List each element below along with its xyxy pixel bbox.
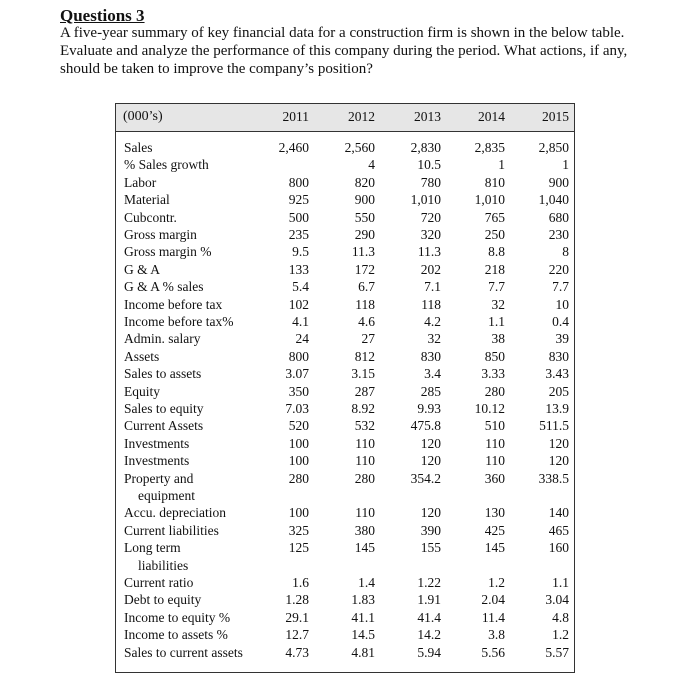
table-cell: 120: [420, 453, 441, 469]
table-cell: 5.4: [292, 279, 309, 295]
table-cell: 800: [288, 174, 309, 190]
question-text: [60, 24, 660, 78]
table-cell: 1.1: [552, 575, 569, 590]
question-line: should be taken to improve the company’s position?: [60, 61, 373, 77]
row-label: [124, 383, 264, 400]
table-cell: 160: [548, 540, 569, 556]
table-cell: 3.04: [545, 592, 569, 608]
question-heading: Questions 3: [60, 6, 145, 25]
row-label: [124, 139, 264, 156]
row-label-line: Income to assets %: [124, 627, 228, 643]
question-line: Evaluate and analyze the performance of this company during the period. What actions, if any,: [60, 43, 628, 59]
table-cell: 27: [361, 331, 375, 347]
table-cell: 285: [420, 383, 441, 399]
table-cell: 145: [354, 540, 375, 556]
table-cell: 1.6: [292, 575, 309, 590]
table-cell: 100: [288, 453, 309, 469]
table-cell: 765: [484, 209, 505, 225]
table-cell: 3.07: [285, 366, 309, 382]
table-cell: 280: [288, 470, 309, 486]
row-label-line: Income before tax: [124, 296, 223, 312]
table-cell: 8: [562, 244, 569, 260]
table-cell: 7.1: [424, 279, 441, 295]
year-header-2012: 2012: [348, 109, 375, 124]
row-label: [124, 226, 264, 243]
table-cell: 1.83: [351, 592, 375, 608]
table-cell: 380: [354, 522, 375, 538]
table-cell: 4.2: [424, 314, 441, 329]
year-header-2013: 2013: [414, 109, 441, 124]
table-cell: 100: [288, 435, 309, 451]
table-cell: 280: [484, 383, 505, 399]
row-label: [124, 209, 264, 226]
table-cell: 100: [288, 505, 309, 521]
row-label-line: Gross margin: [124, 227, 197, 242]
row-label: [124, 400, 264, 417]
table-cell: 39: [555, 331, 569, 347]
table-cell: 130: [484, 505, 505, 521]
table-cell: 202: [420, 261, 441, 277]
table-cell: 2,830: [410, 140, 441, 155]
row-label: [124, 452, 264, 469]
table-cell: 320: [420, 227, 441, 242]
row-label: [124, 539, 264, 574]
table-cell: 900: [548, 174, 569, 190]
row-label: [124, 191, 264, 208]
table-cell: 4.73: [285, 644, 309, 660]
row-label: [124, 330, 264, 347]
table-cell: 3.4: [424, 366, 441, 382]
row-label-line: Income to equity %: [124, 609, 231, 625]
table-cell: 118: [355, 296, 375, 312]
row-label-line: Sales to equity: [124, 401, 204, 416]
table-cell: 11.3: [417, 244, 441, 260]
table-cell: 1.1: [488, 314, 505, 329]
unit-label: (000’s): [123, 109, 163, 124]
table-cell: 280: [354, 470, 375, 486]
table-cell: 925: [288, 192, 309, 208]
table-cell: 1.2: [552, 627, 569, 643]
table-cell: 29.1: [285, 609, 309, 625]
row-label-line: Investments: [124, 435, 190, 451]
table-cell: 120: [548, 435, 569, 451]
row-label: [124, 626, 264, 643]
table-cell: 5.56: [481, 644, 505, 660]
table-cell: 6.7: [358, 279, 375, 295]
table-cell: 3.43: [545, 366, 569, 382]
row-label: [124, 278, 264, 295]
row-label-line: Sales: [124, 140, 153, 155]
row-label: [124, 574, 264, 591]
table-cell: 532: [354, 418, 375, 434]
table-cell: 235: [288, 227, 309, 242]
table-cell: 4.1: [292, 314, 309, 329]
table-cell: 1,040: [538, 192, 569, 208]
table-cell: 110: [485, 453, 505, 469]
table-cell: 2,850: [538, 140, 569, 155]
row-label-line: Labor: [124, 174, 157, 190]
table-cell: 550: [354, 209, 375, 225]
table-cell: 1: [562, 157, 569, 173]
row-label-line: liabilities: [138, 557, 189, 573]
table-cell: 3.33: [481, 366, 505, 382]
table-cell: 1.2: [488, 575, 505, 590]
table-cell: 7.7: [488, 279, 505, 295]
table-cell: 290: [354, 227, 375, 242]
row-label-line: equipment: [138, 488, 195, 503]
table-cell: 500: [288, 209, 309, 225]
row-label: [124, 470, 264, 505]
table-cell: 10.5: [417, 157, 441, 173]
table-cell: 830: [548, 348, 569, 364]
table-header-row: [116, 104, 574, 132]
table-cell: 10.12: [474, 401, 505, 416]
row-label-line: Cubcontr.: [124, 209, 177, 225]
year-header-2015: 2015: [542, 109, 569, 124]
row-label: [124, 243, 264, 260]
row-label-line: Accu. depreciation: [124, 505, 226, 521]
row-label-line: Current ratio: [124, 575, 194, 590]
row-label: [124, 261, 264, 278]
row-label: [124, 156, 264, 173]
table-cell: 350: [288, 383, 309, 399]
table-cell: 1: [498, 157, 505, 173]
table-cell: 830: [420, 348, 441, 364]
row-label-line: Sales to current assets: [124, 644, 243, 660]
table-cell: 32: [427, 331, 441, 347]
table-cell: 10: [555, 296, 569, 312]
year-header-2011: 2011: [282, 109, 309, 124]
table-cell: 140: [548, 505, 569, 521]
table-cell: 120: [548, 453, 569, 469]
table-cell: 9.93: [417, 401, 441, 416]
table-cell: 2.04: [481, 592, 505, 608]
row-label: [124, 313, 264, 330]
table-cell: 3.8: [488, 627, 505, 643]
year-header-2014: 2014: [478, 109, 505, 124]
table-cell: 38: [491, 331, 505, 347]
table-cell: 118: [421, 296, 441, 312]
row-label: [124, 435, 264, 452]
table-cell: 2,460: [278, 140, 309, 155]
table-cell: 110: [485, 435, 505, 451]
table-cell: 680: [548, 209, 569, 225]
table-cell: 5.57: [545, 644, 569, 660]
table-cell: 133: [288, 261, 309, 277]
table-cell: 110: [355, 505, 375, 521]
table-cell: 2,835: [474, 140, 505, 155]
table-cell: 475.8: [410, 418, 441, 434]
table-cell: 0.4: [552, 314, 569, 329]
row-label: [124, 174, 264, 191]
table-cell: 1.28: [285, 592, 309, 608]
table-cell: 850: [484, 348, 505, 364]
table-cell: 1,010: [474, 192, 505, 208]
table-cell: 820: [354, 174, 375, 190]
table-cell: 250: [484, 227, 505, 242]
row-label: [124, 504, 264, 521]
table-cell: 325: [288, 522, 309, 538]
row-label-line: Equity: [124, 383, 160, 399]
table-cell: 5.94: [417, 644, 441, 660]
table-cell: 14.5: [351, 627, 375, 643]
question-line: A five-year summary of key financial data for a construction firm is shown in the below table.: [60, 25, 625, 41]
row-label-line: Current liabilities: [124, 522, 219, 538]
table-cell: 8.8: [488, 244, 505, 260]
row-label-line: Income before tax%: [124, 314, 234, 329]
row-label-line: Long term: [124, 540, 181, 556]
row-label: [124, 591, 264, 608]
table-cell: 780: [420, 174, 441, 190]
table-cell: 900: [354, 192, 375, 208]
row-label-line: Debt to equity: [124, 592, 202, 608]
table-cell: 11.4: [481, 609, 505, 625]
table-cell: 812: [354, 348, 375, 364]
table-cell: 425: [484, 522, 505, 538]
table-cell: 145: [484, 540, 505, 556]
table-cell: 338.5: [538, 470, 569, 486]
table-cell: 390: [420, 522, 441, 538]
row-label: [124, 522, 264, 539]
table-cell: 4: [368, 157, 375, 173]
table-cell: 12.7: [285, 627, 309, 643]
table-cell: 354.2: [410, 470, 441, 486]
table-cell: 287: [354, 383, 375, 399]
table-cell: 7.03: [285, 401, 309, 416]
table-cell: 4.6: [358, 314, 375, 329]
table-cell: 11.3: [351, 244, 375, 260]
table-cell: 24: [295, 331, 309, 347]
table-cell: 810: [484, 174, 505, 190]
table-cell: 41.4: [417, 609, 441, 625]
row-label-line: Sales to assets: [124, 366, 202, 382]
table-cell: 360: [484, 470, 505, 486]
row-label-line: G & A % sales: [124, 279, 204, 295]
row-label-line: G & A: [124, 261, 161, 277]
table-cell: 511.5: [539, 418, 569, 434]
table-cell: 41.1: [351, 609, 375, 625]
table-cell: 720: [420, 209, 441, 225]
table-cell: 13.9: [545, 401, 569, 416]
row-label: [124, 296, 264, 313]
table-cell: 800: [288, 348, 309, 364]
table-cell: 218: [484, 261, 505, 277]
table-cell: 1.91: [417, 592, 441, 608]
table-cell: 1,010: [410, 192, 441, 208]
table-cell: 220: [548, 261, 569, 277]
table-cell: 102: [288, 296, 309, 312]
row-label: [124, 365, 264, 382]
table-cell: 465: [548, 522, 569, 538]
table-cell: 510: [484, 418, 505, 434]
row-label-line: % Sales growth: [124, 157, 209, 173]
table-cell: 520: [288, 418, 309, 434]
table-cell: 172: [354, 261, 375, 277]
table-cell: 4.81: [351, 644, 375, 660]
row-label-line: Current Assets: [124, 418, 204, 434]
table-cell: 9.5: [292, 244, 309, 260]
row-label-line: Investments: [124, 453, 190, 469]
table-cell: 1.22: [417, 575, 441, 590]
row-label-line: Gross margin %: [124, 244, 212, 260]
table-cell: 32: [491, 296, 505, 312]
table-cell: 120: [420, 505, 441, 521]
row-label-line: Admin. salary: [124, 331, 201, 347]
table-cell: 125: [288, 540, 309, 556]
row-label-line: Assets: [124, 348, 160, 364]
table-cell: 3.15: [351, 366, 375, 382]
table-cell: 7.7: [552, 279, 569, 295]
row-label: [124, 417, 264, 434]
table-cell: 4.8: [552, 609, 569, 625]
row-label-line: Material: [124, 192, 170, 208]
table-cell: 205: [548, 383, 569, 399]
table-cell: 14.2: [417, 627, 441, 643]
row-label-line: Property and: [124, 470, 194, 486]
table-cell: 8.92: [351, 401, 375, 416]
table-cell: 120: [420, 435, 441, 451]
table-cell: 155: [420, 540, 441, 556]
row-label: [124, 609, 264, 626]
financial-summary-table: [115, 103, 575, 673]
row-label: [124, 348, 264, 365]
table-cell: 110: [355, 435, 375, 451]
row-label: [124, 644, 264, 661]
table-cell: 110: [355, 453, 375, 469]
table-cell: 2,560: [344, 140, 375, 155]
table-cell: 1.4: [358, 575, 375, 590]
table-cell: 230: [548, 227, 569, 242]
